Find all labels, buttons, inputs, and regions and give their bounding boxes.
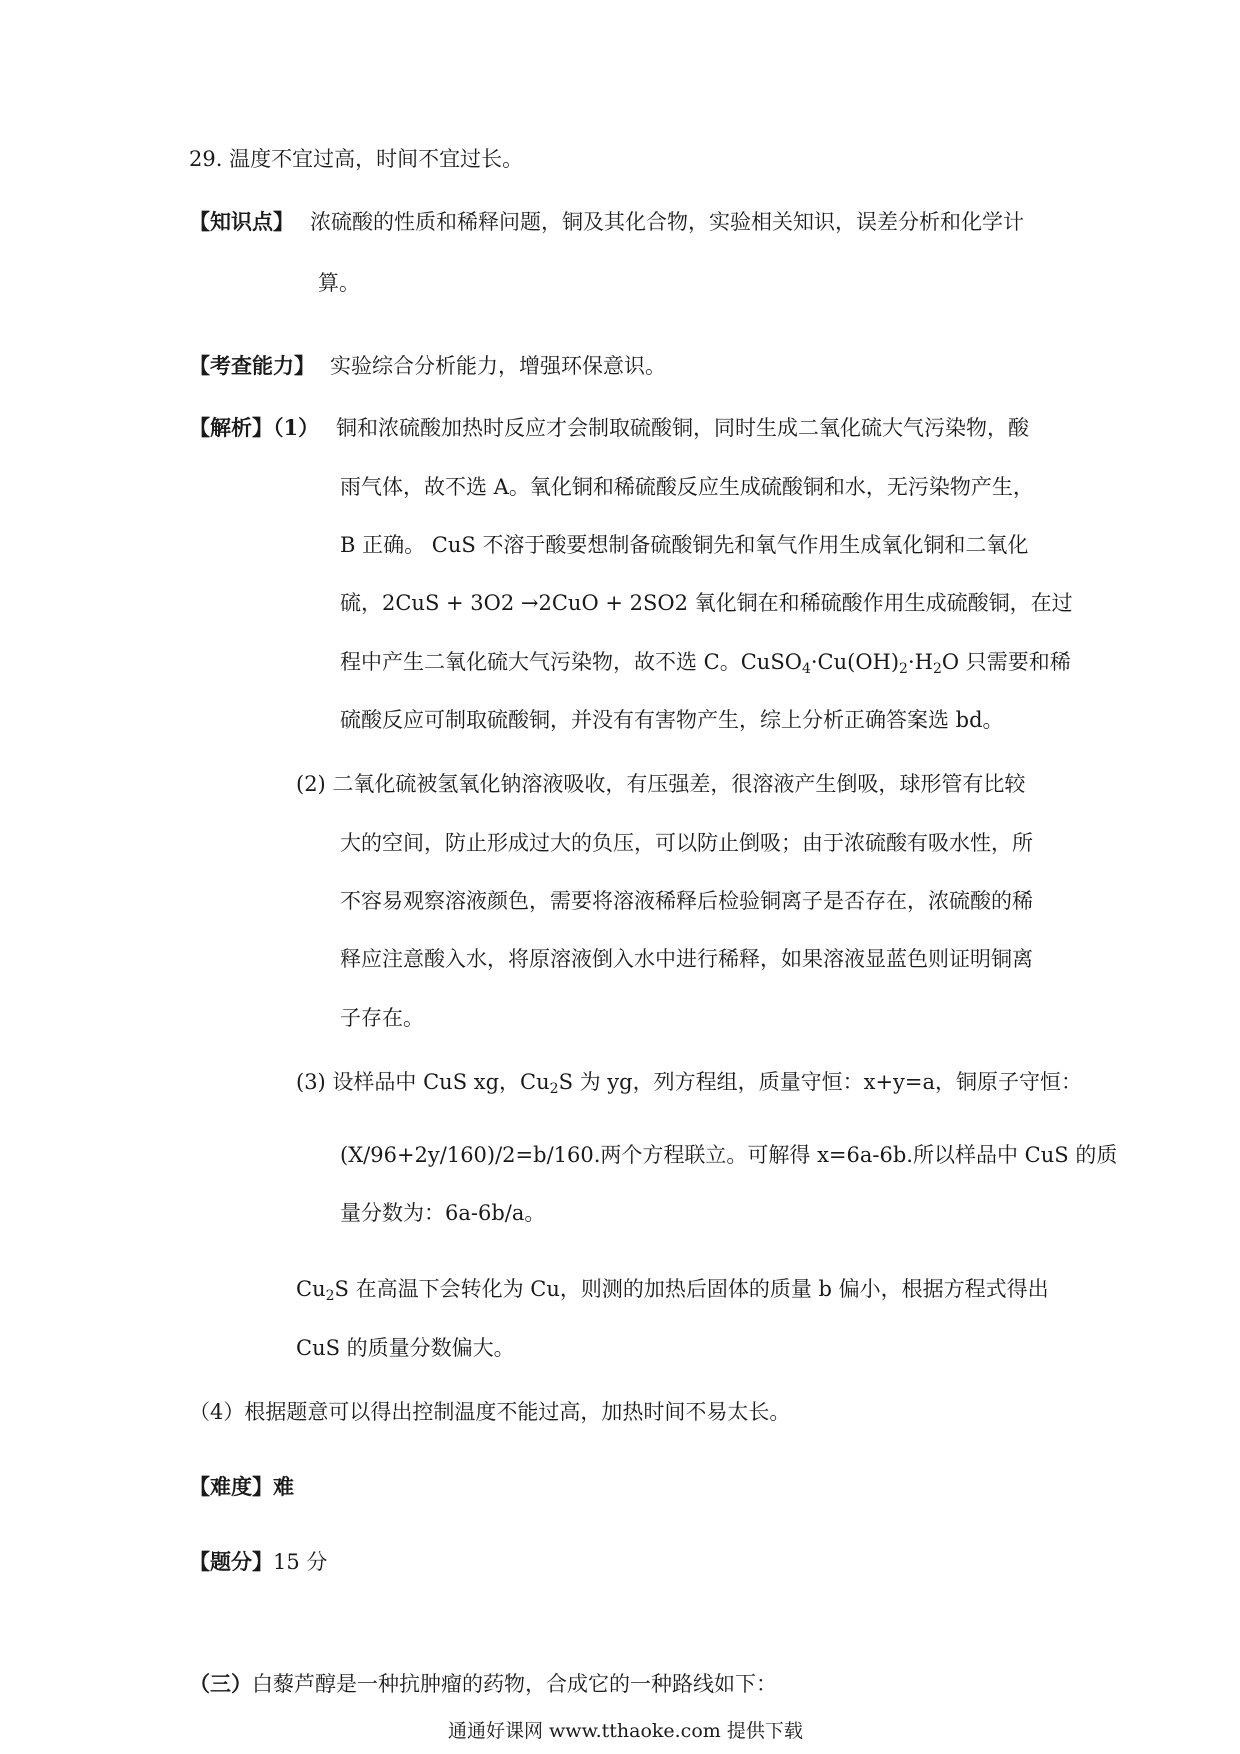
page-footer: 通通好课网 www.tthaoke.com 提供下载 <box>448 1720 803 1742</box>
analysis-p1-line-1: 铜和浓硫酸加热时反应才会制取硫酸铜，同时生成二氧化硫大气污染物，酸 <box>336 416 1029 440</box>
analysis-p3-line-3: 量分数为：6a-6b/a。 <box>340 1201 546 1225</box>
analysis-p2-line-5: 子存在。 <box>340 1006 424 1030</box>
analysis-p1-line-3: B 正确。 CuS 不溶于酸要想制备硫酸铜先和氧气作用生成氧化铜和二氧化 <box>340 533 1029 557</box>
knowledge-text-line-2: 算。 <box>318 271 360 295</box>
analysis-p1-line-4: 硫，2CuS + 3O2 →2CuO + 2SO2 氧化铜在和稀硫酸作用生成硫酸铜，在过 <box>340 591 1073 615</box>
analysis-p5: （4）根据题意可以得出控制温度不能过高，加热时间不易太长。 <box>189 1400 791 1424</box>
section-3-line <box>189 1669 777 1699</box>
question-29-answer: 29. 温度不宜过高，时间不宜过长。 <box>189 147 524 171</box>
analysis-p3-line-1: (3) 设样品中 CuS xg，$Cu_2S$ 为 yg，列方程组，质量守恒：x+y=a，铜原子守恒： <box>296 1070 1083 1097</box>
analysis-p1-line-5: 程中产生二氧化硫大气污染物，故不选 C。$CuSO_4\cdot Cu(OH)_2\cdot H_2O$ 只需要和稀 <box>340 650 1071 677</box>
ability-label: 【考查能力】 <box>189 353 315 378</box>
section-3-text: 白藜芦醇是一种抗肿瘤的药物，合成它的一种路线如下： <box>252 1672 777 1696</box>
analysis-p1-line-6: 硫酸反应可制取硫酸铜，并没有有害物产生，综上分析正确答案选 bd。 <box>340 708 1004 732</box>
analysis-p4-line-1: $Cu_2S$ 在高温下会转化为 Cu，则测的加热后固体的质量 b 偏小，根据方程式得出 <box>296 1277 1049 1304</box>
score-line <box>189 1547 327 1577</box>
analysis-p4-line-2: CuS 的质量分数偏大。 <box>296 1336 515 1360</box>
score-label: 【题分】 <box>189 1549 273 1574</box>
knowledge-text-line-1: 浓硫酸的性质和稀释问题，铜及其化合物，实验相关知识，误差分析和化学计 <box>310 210 1024 234</box>
section-3-label: （三） <box>189 1671 252 1696</box>
score-value: 15 分 <box>273 1550 328 1574</box>
ability-text: 实验综合分析能力，增强环保意识。 <box>330 354 666 378</box>
analysis-p2-line-4: 释应注意酸入水，将原溶液倒入水中进行稀释，如果溶液显蓝色则证明铜离 <box>340 947 1033 971</box>
analysis-label: 【解析】（1） <box>189 415 320 440</box>
analysis-p2-line-1: (2) 二氧化硫被氢氧化钠溶液吸收，有压强差，很溶液产生倒吸，球形管有比较 <box>296 772 1026 796</box>
difficulty-label: 【难度】 <box>189 1474 273 1499</box>
analysis-p2-line-3: 不容易观察溶液颜色，需要将溶液稀释后检验铜离子是否存在，浓硫酸的稀 <box>340 889 1033 913</box>
analysis-p2-line-2: 大的空间，防止形成过大的负压，可以防止倒吸；由于浓硫酸有吸水性，所 <box>340 831 1033 855</box>
difficulty-value: 难 <box>273 1474 294 1499</box>
knowledge-label: 【知识点】 <box>189 209 294 234</box>
analysis-p3-line-2: (X/96+2y/160)/2=b/160.两个方程联立。可解得 x=6a-6b.所以样品中 CuS 的质 <box>340 1143 1118 1167</box>
analysis-p1-line-2: 雨气体，故不选 A。氧化铜和稀硫酸反应生成硫酸铜和水，无污染物产生， <box>340 475 1034 499</box>
difficulty-line <box>189 1472 294 1502</box>
